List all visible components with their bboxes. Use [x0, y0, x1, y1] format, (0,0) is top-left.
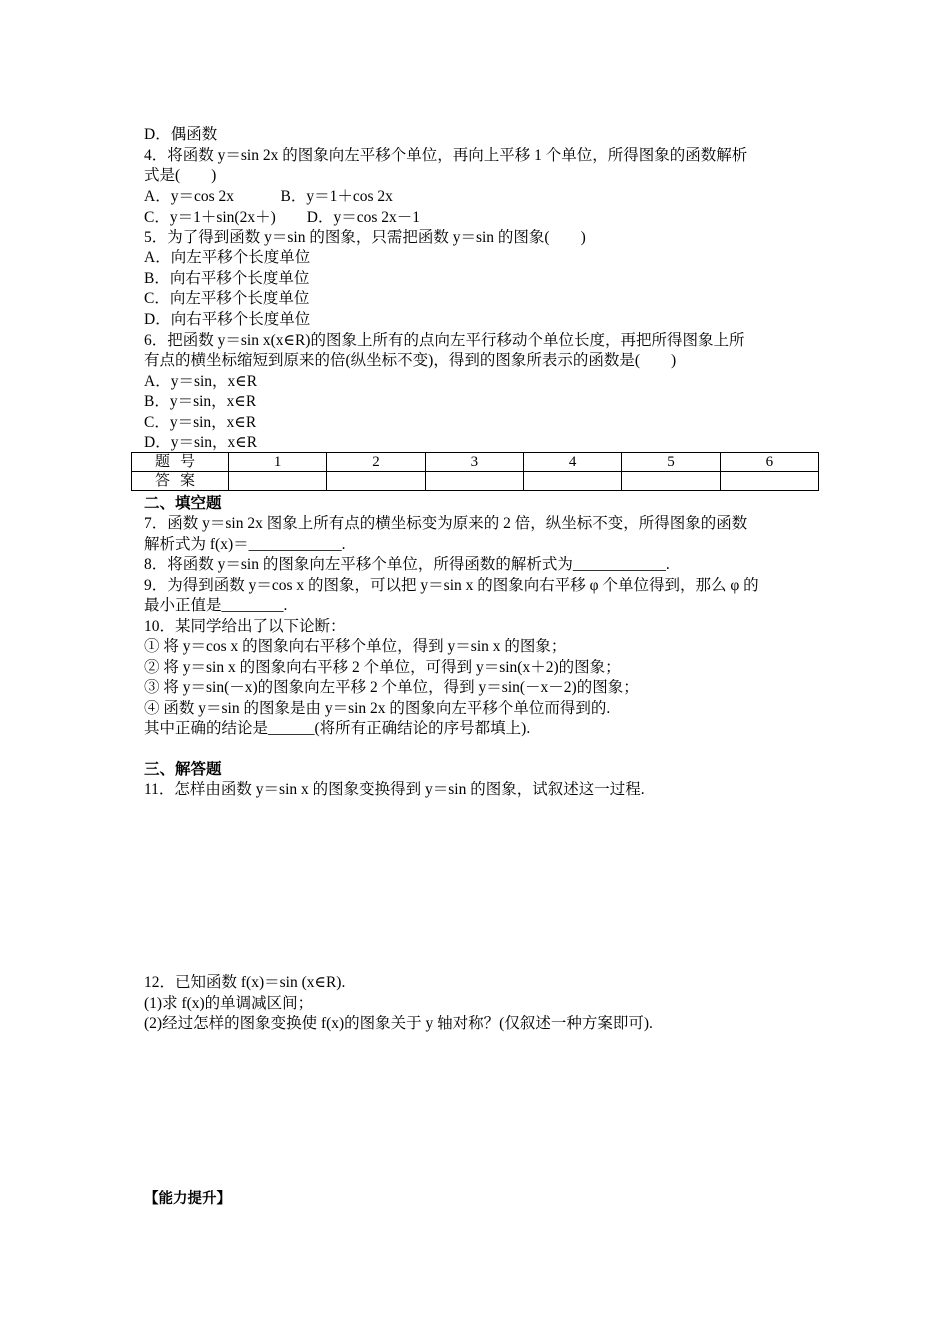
answer-cell[interactable]: [720, 472, 818, 491]
q9-stem-line2: 最小正值是________.: [144, 597, 288, 614]
answer-cell[interactable]: [622, 472, 720, 491]
answer-cell[interactable]: [229, 472, 327, 491]
q12-part-1: (1)求 f(x)的单调减区间；: [144, 995, 314, 1012]
q11-stem: 11．怎样由函数 y＝sin x 的图象变换得到 y＝sin 的图象，试叙述这一过程.: [144, 781, 645, 798]
q9-stem-line1: 9．为得到函数 y＝cos x 的图象，可以把 y＝sin x 的图象向右平移 φ 个单位得到，那么 φ 的: [144, 577, 759, 594]
q4-stem-line1: 4．将函数 y＝sin 2x 的图象向左平移个单位，再向上平移 1 个单位，所得图象的函数解析: [144, 147, 748, 164]
table-number-cell: 5: [622, 453, 720, 472]
q6-option-c: C．y＝sin，x∈R: [144, 414, 257, 431]
q5-option-c: C．向左平移个长度单位: [144, 290, 310, 307]
answer-table: [131, 452, 819, 491]
table-number-cell: 1: [229, 453, 327, 472]
q3-option-d: D．偶函数: [144, 126, 218, 143]
table-header-answer: 答案: [132, 472, 229, 491]
table-number-cell: 3: [425, 453, 523, 472]
q6-option-d: D．y＝sin，x∈R: [144, 434, 258, 451]
answer-cell[interactable]: [523, 472, 621, 491]
q7-stem-line1: 7．函数 y＝sin 2x 图象上所有点的横坐标变为原来的 2 倍，纵坐标不变，所得图象的函数: [144, 515, 748, 532]
section-fill-blank-heading: 二、填空题: [144, 495, 222, 512]
q6-option-a: A．y＝sin，x∈R: [144, 373, 258, 390]
q12-stem: 12．已知函数 f(x)＝sin (x∈R).: [144, 974, 346, 991]
q10-conclusion: 其中正确的结论是______(将所有正确结论的序号都填上).: [144, 720, 531, 737]
answer-table-number-row: [132, 453, 819, 472]
table-header-number: 题号: [132, 453, 229, 472]
answer-cell[interactable]: [425, 472, 523, 491]
q4-options-ab: A．y＝cos 2x B．y＝1＋cos 2x: [144, 188, 393, 205]
q10-item-2: ② 将 y＝sin x 的图象向右平移 2 个单位，可得到 y＝sin(x＋2)的图象；: [144, 659, 621, 676]
q5-stem: 5．为了得到函数 y＝sin 的图象，只需把函数 y＝sin 的图象( ): [144, 229, 586, 246]
ability-section-heading: 【能力提升】: [144, 1191, 231, 1207]
answer-table-answer-row: [132, 472, 819, 491]
q5-option-a: A．向左平移个长度单位: [144, 249, 311, 266]
q7-stem-line2: 解析式为 f(x)＝____________.: [144, 536, 346, 553]
q6-stem-line1: 6．把函数 y＝sin x(x∈R)的图象上所有的点向左平行移动个单位长度，再把所得图象上所: [144, 332, 745, 349]
q4-options-cd: C．y＝1＋sin(2x＋) D．y＝cos 2x－1: [144, 209, 420, 226]
q10-item-4: ④ 函数 y＝sin 的图象是由 y＝sin 2x 的图象向左平移个单位而得到的.: [144, 700, 611, 717]
q10-item-3: ③ 将 y＝sin(－x)的图象向左平移 2 个单位，得到 y＝sin(－x－2)的图象；: [144, 679, 639, 696]
q4-stem-line2: 式是( ): [144, 167, 217, 184]
q6-option-b: B．y＝sin，x∈R: [144, 393, 257, 410]
q8-stem: 8．将函数 y＝sin 的图象向左平移个单位，所得函数的解析式为____________.: [144, 556, 670, 573]
q5-option-d: D．向右平移个长度单位: [144, 311, 311, 328]
answer-cell[interactable]: [327, 472, 425, 491]
table-number-cell: 6: [720, 453, 818, 472]
section-answer-heading: 三、解答题: [144, 761, 222, 778]
q10-stem: 10．某同学给出了以下论断：: [144, 618, 346, 635]
q5-option-b: B．向右平移个长度单位: [144, 270, 310, 287]
q12-part-2: (2)经过怎样的图象变换使 f(x)的图象关于 y 轴对称？(仅叙述一种方案即可).: [144, 1015, 653, 1032]
q6-stem-line2: 有点的横坐标缩短到原来的倍(纵坐标不变)，得到的图象所表示的函数是( ): [144, 352, 677, 369]
table-number-cell: 4: [523, 453, 621, 472]
table-number-cell: 2: [327, 453, 425, 472]
q10-item-1: ① 将 y＝cos x 的图象向右平移个单位，得到 y＝sin x 的图象；: [144, 638, 567, 655]
